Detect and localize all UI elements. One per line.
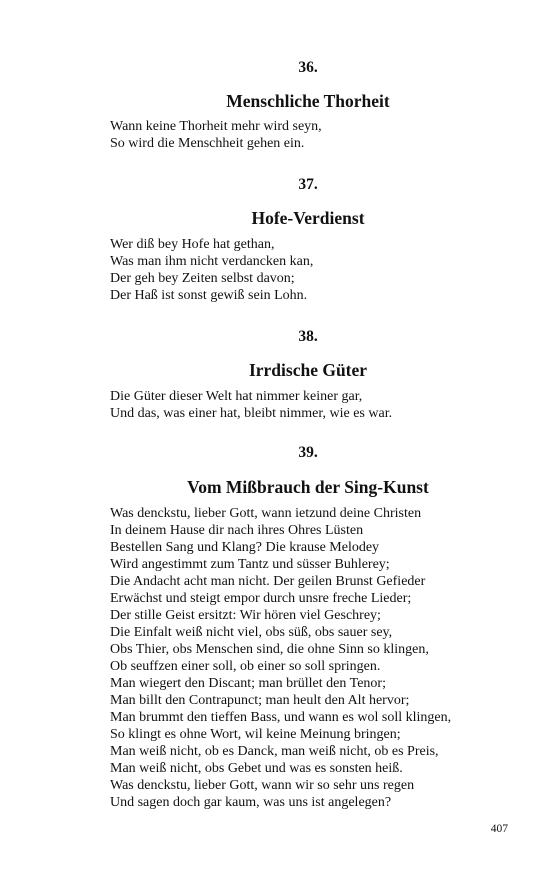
poem-line: Die Güter dieser Welt hat nimmer keiner gar, (110, 389, 363, 404)
poem-lines (110, 118, 530, 152)
poem-line: Obs Thier, obs Menschen sind, die ohne Sinn so klingen, (110, 642, 429, 657)
poem-line: Wer diß bey Hofe hat gethan, (110, 237, 275, 252)
poem-line: Was denckstu, lieber Gott, wann ietzund deine Christen (110, 506, 422, 521)
poem-number: 39. (298, 444, 318, 461)
poem-line: Die Andacht acht man nicht. Der geilen Brunst Gefieder (110, 574, 426, 589)
poem-line: Die Einfalt weiß nicht viel, obs süß, obs sauer sey, (110, 625, 393, 640)
poem-title: Irrdische Güter (248, 360, 368, 380)
poem-line: Bestellen Sang und Klang? Die krause Melodey (110, 540, 380, 555)
poem-line: Der stille Geist ersitzt: Wir hören viel Geschrey; (110, 608, 381, 623)
poem-line: Und das, was einer hat, bleibt nimmer, wie es war. (110, 406, 393, 421)
poem-line: So wird die Menschheit gehen ein. (110, 136, 305, 151)
poem-title: Vom Mißbrauch der Sing-Kunst (187, 477, 429, 497)
poem-line: Der Haß ist sonst gewiß sein Lohn. (110, 288, 308, 303)
poem-line: Was man ihm nicht verdancken kan, (110, 254, 314, 269)
poem-lines (110, 505, 530, 811)
poem-lines (110, 388, 530, 422)
poem-title: Hofe-Verdienst (251, 208, 365, 228)
poem-line: Man weiß nicht, ob es Danck, man weiß nicht, ob es Preis, (110, 744, 439, 759)
page-number: 407 (490, 823, 508, 835)
poem-line: In deinem Hause dir nach ihres Ohres Lüsten (110, 523, 364, 538)
poem-line: Was denckstu, lieber Gott, wann wir so sehr uns regen (110, 778, 415, 793)
poem-lines (110, 236, 530, 304)
poem-line: Man weiß nicht, obs Gebet und was es sonsten heiß. (110, 761, 403, 776)
poem-line: Wird angestimmt zum Tantz und süsser Buhlerey; (110, 557, 390, 572)
poem-line: Und sagen doch gar kaum, was uns ist angelegen? (110, 795, 392, 810)
poem-title: Menschliche Thorheit (226, 91, 390, 111)
poem-line: Wann keine Thorheit mehr wird seyn, (110, 119, 322, 134)
poem-line: So klingt es ohne Wort, wil keine Meinung bringen; (110, 727, 401, 742)
poem-line: Ob seuffzen einer soll, ob einer so soll springen. (110, 659, 381, 674)
poem-line: Man wiegert den Discant; man brüllet den Tenor; (110, 676, 386, 691)
poem-line: Man billt den Contrapunct; man heult den Alt hervor; (110, 693, 410, 708)
poem-line: Man brummt den tieffen Bass, und wann es wol soll klingen, (110, 710, 452, 725)
poem-line: Erwächst und steigt empor durch unsre freche Lieder; (110, 591, 412, 606)
poem-number: 36. (298, 59, 318, 76)
poem-line: Der geh bey Zeiten selbst davon; (110, 271, 295, 286)
poem-number: 37. (298, 176, 318, 193)
poem-number: 38. (298, 328, 318, 345)
